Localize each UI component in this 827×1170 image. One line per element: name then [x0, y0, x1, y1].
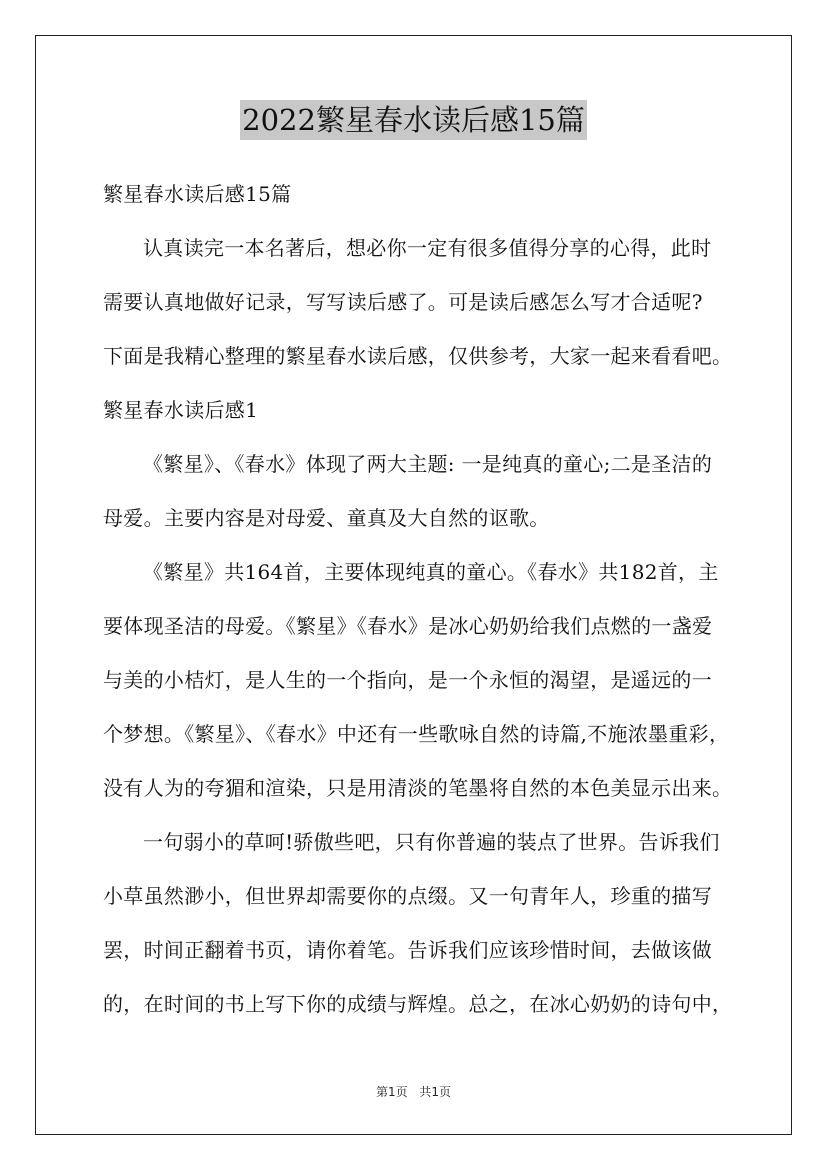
- page-total: 共1页: [419, 1085, 452, 1099]
- body-line: 要体现圣洁的母爱。《繁星》《春水》是冰心奶奶给我们点燃的一盏爱: [103, 614, 713, 638]
- body-line: 母爱。主要内容是对母爱、童真及大自然的讴歌。: [103, 506, 550, 530]
- document-body: [103, 177, 743, 1041]
- body-line: 小草虽然渺小，但世界却需要你的点缀。又一句青年人，珍重的描写: [103, 884, 712, 908]
- page-number: 第1页: [375, 1085, 408, 1099]
- body-line: 一句弱小的草呵!骄傲些吧，只有你普遍的装点了世界。告诉我们: [143, 830, 720, 854]
- body-line: 个梦想。《繁星》、《春水》中还有一些歌咏自然的诗篇,不施浓墨重彩，: [103, 722, 730, 746]
- body-line: 《繁星》、《春水》体现了两大主题: 一是纯真的童心;二是圣洁的: [143, 452, 713, 476]
- body-line: 与美的小桔灯，是人生的一个指向，是一个永恒的渴望，是遥远的一: [103, 668, 712, 692]
- title-container: [0, 100, 827, 140]
- document-title: 2022繁星春水读后感15篇: [240, 100, 587, 140]
- body-line-subtitle: 繁星春水读后感15篇: [103, 182, 292, 206]
- section-heading: 繁星春水读后感1: [103, 398, 259, 422]
- page-footer: [0, 1083, 827, 1100]
- body-line: 的，在时间的书上写下你的成绩与辉煌。总之，在冰心奶奶的诗句中，: [103, 992, 733, 1016]
- body-line: 下面是我精心整理的繁星春水读后感，仅供参考，大家一起来看看吧。: [103, 344, 733, 368]
- body-line: 需要认真地做好记录，写写读后感了。可是读后感怎么写才合适呢?: [103, 290, 703, 314]
- body-line: 《繁星》共164首，主要体现纯真的童心。《春水》共182首，主: [143, 560, 719, 584]
- body-line: 认真读完一本名著后，想必你一定有很多值得分享的心得，此时: [143, 236, 712, 260]
- body-line: 没有人为的夸猸和渲染，只是用清淡的笔墨将自然的本色美显示出来。: [103, 776, 733, 800]
- body-line: 罢，时间正翻着书页，请你着笔。告诉我们应该珍惜时间，去做该做: [103, 938, 712, 962]
